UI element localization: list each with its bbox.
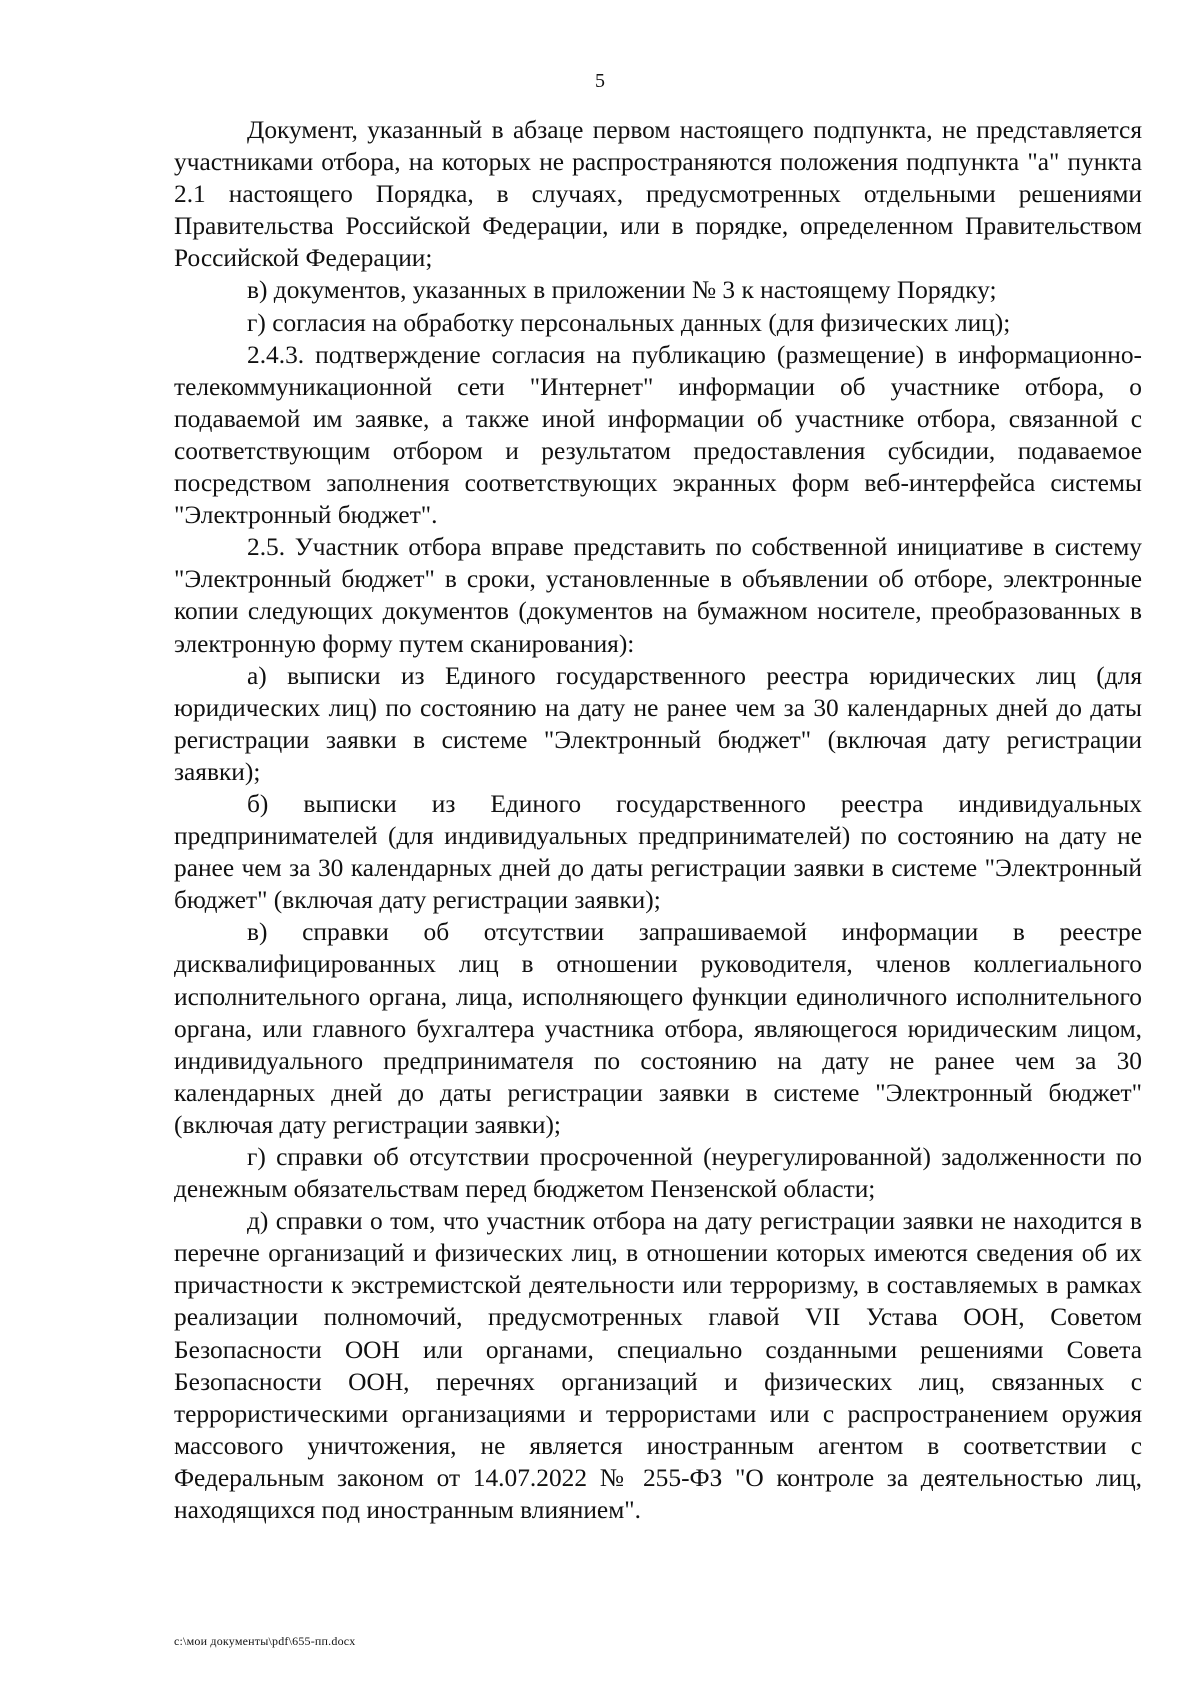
footer-file-path: c:\мои документы\pdf\655-пп.docx (174, 1634, 356, 1648)
paragraph: г) согласия на обработку персональных данных (для физических лиц); (247, 308, 1011, 337)
paragraph: г) справки об отсутствии просроченной (неурегулированной) задолженности по денежным обязательствам перед бюджетом Пензенской области; (174, 1143, 1142, 1204)
paragraph: б) выписки из Единого государственного реестра индивидуальных предпринимателей (для индивидуальных предпринимателей) по состоянию на дату не ранее чем за 30 календарных дней до даты регистрации заявки в системе "Электронный бюджет" (включая дату регистрации заявки); (174, 789, 1142, 915)
paragraph: Документ, указанный в абзаце первом настоящего подпункта, не представляется участниками отбора, на которых не распространяются положения подпункта "а" пункта 2.1 настоящего Порядка, в случаях, предусмотренных отдельными решениями Правительства Российской Федерации, или в порядке, определенном Правительством Российской Федерации; (174, 116, 1142, 273)
paragraph: д) справки о том, что участник отбора на дату регистрации заявки не находится в перечне организаций и физических лиц, в отношении которых имеются сведения об их причастности к экстремистской деятельности или терроризму, в составляемых в рамках реализации полномочий, предусмотренных главой VII Устава ООН, Советом Безопасности ООН или органами, специально созданными решениями Совета Безопасности ООН, перечнях организаций и физических лиц, связанных с террористическими организациями и террористами или с распространением оружия массового уничтожения, не является иностранным агентом в соответствии с Федеральным законом от 14.07.2022 № 255-ФЗ "О контроле за деятельностью лиц, находящихся под иностранным влиянием". (174, 1207, 1142, 1525)
paragraph: 2.4.3. подтверждение согласия на публикацию (размещение) в информационно-телекоммуникационной сети "Интернет" информации об участнике отбора, о подаваемой им заявке, а также иной информации об участнике отбора, связанной с соответствующим отбором и результатом предоставления субсидии, подаваемое посредством заполнения соответствующих экранных форм веб-интерфейса системы "Электронный бюджет". (174, 340, 1142, 530)
paragraph: в) справки об отсутствии запрашиваемой информации в реестре дисквалифицированных лиц в отношении руководителя, членов коллегиального исполнительного органа, лица, исполняющего функции единоличного исполнительного органа, или главного бухгалтера участника отбора, являющегося юридическим лицом, индивидуального предпринимателя по состоянию на дату не ранее чем за 30 календарных дней до даты регистрации заявки в системе "Электронный бюджет" (включая дату регистрации заявки); (174, 918, 1142, 1139)
paragraph: 2.5. Участник отбора вправе представить по собственной инициативе в систему "Электронный бюджет" в сроки, установленные в объявлении об отборе, электронные копии следующих документов (документов на бумажном носителе, преобразованных в электронную форму путем сканирования): (174, 533, 1142, 658)
page-number: 5 (595, 70, 605, 92)
paragraph: в) документов, указанных в приложении № 3 к настоящему Порядку; (247, 276, 997, 305)
document-body (174, 114, 1142, 1526)
paragraph: а) выписки из Единого государственного реестра юридических лиц (для юридических лиц) по состоянию на дату не ранее чем за 30 календарных дней до даты регистрации заявки в системе "Электронный бюджет" (включая дату регистрации заявки); (174, 661, 1142, 786)
